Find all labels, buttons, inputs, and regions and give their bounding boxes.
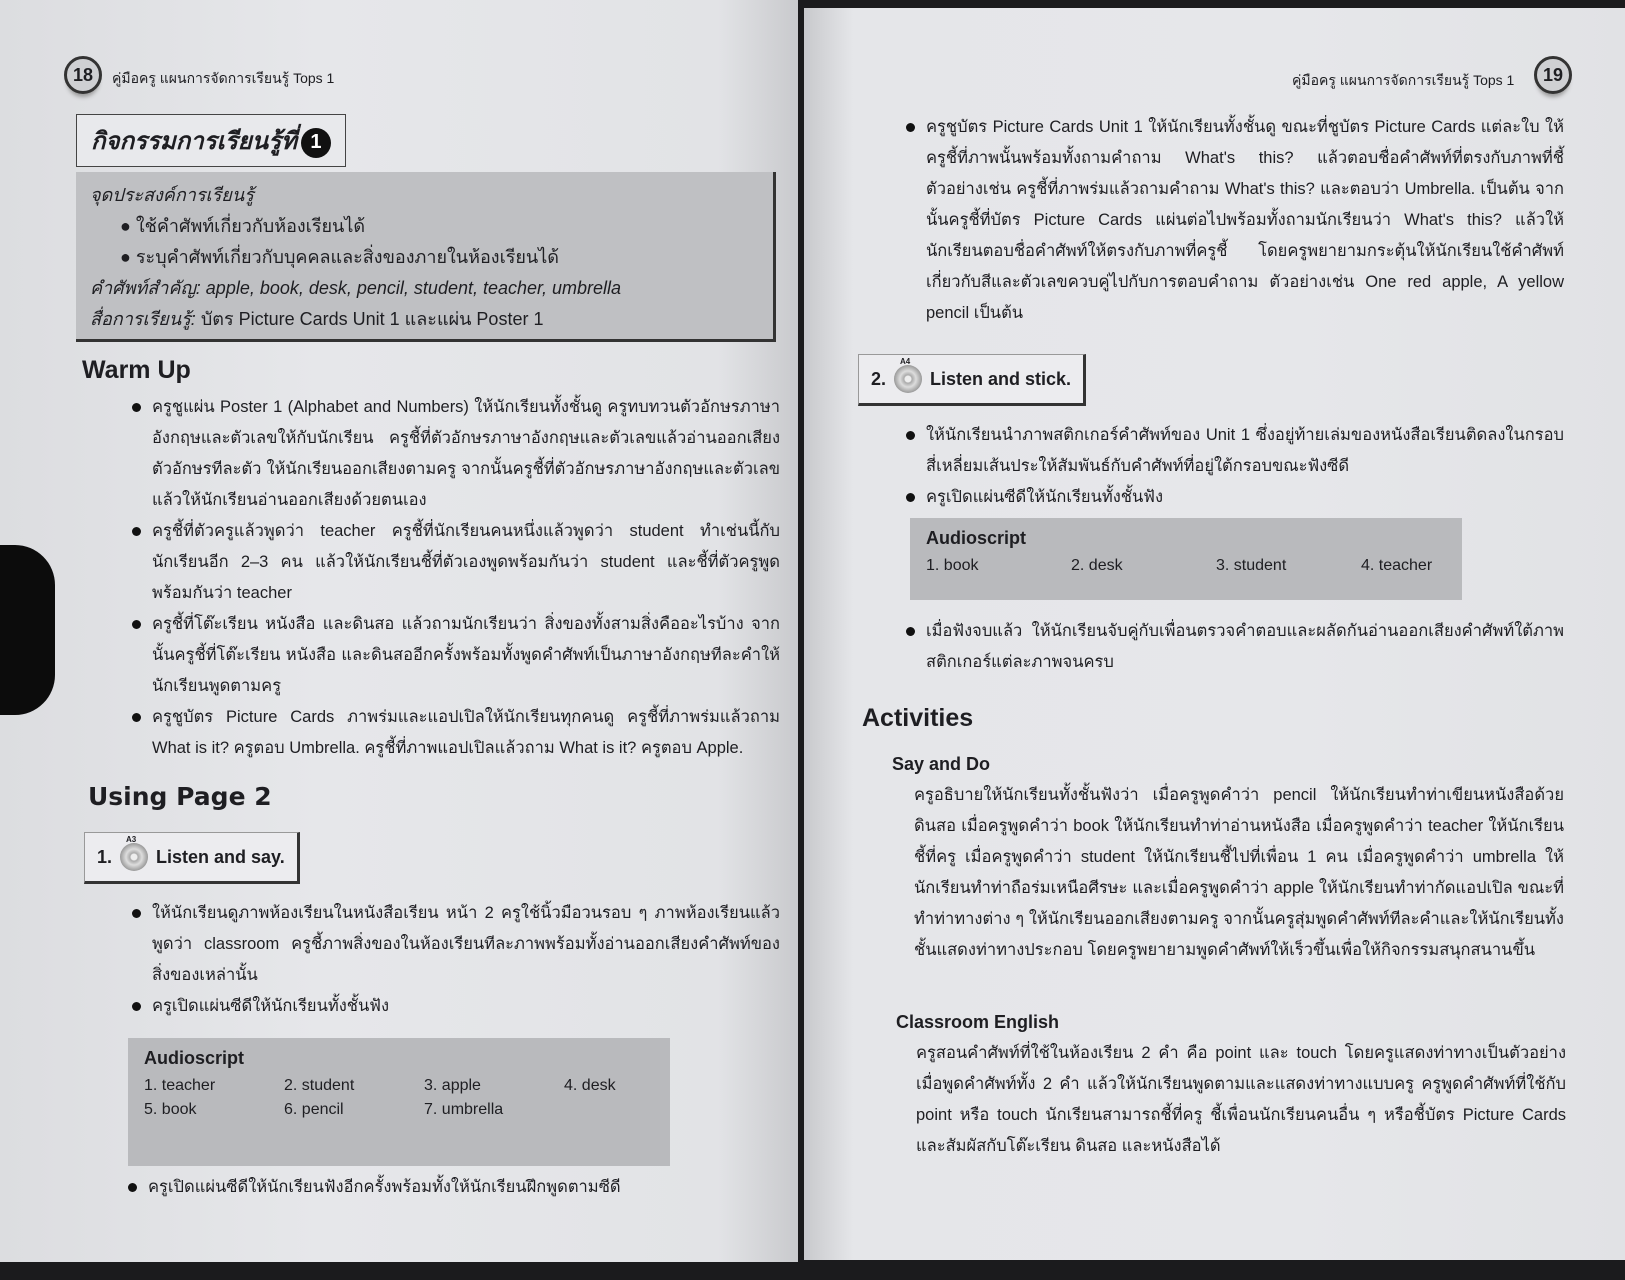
final-list [126, 1172, 776, 1203]
audioscript-item: 3. apple [424, 1077, 481, 1094]
audioscript-heading: Audioscript [144, 1048, 245, 1068]
audioscript-item: 2. desk [1071, 557, 1123, 574]
say-and-do-text: ครูอธิบายให้นักเรียนทั้งชั้นฟังว่า เมื่อครูพูดคำว่า pencil ให้นักเรียนทำท่าเขียนหนังสือด้วยดินสอ เมื่อครูพูดคำว่า book ให้นักเรียนทำท่าอ่านหนังสือ เมื่อครูพูดคำว่า teacher ให้นักเรียนชี้ที่ครู เมื่อครูพูดคำว่า student ให้นักเรียนชี้ไปที่เพื่อน 1 คน เมื่อครูพูดคำว่า umbrella ให้นักเรียนทำท่าถือร่มเหนือศีรษะ และเมื่อครูพูดคำว่า apple ให้นักเรียนทำท่ากัดแอปเปิล ขณะที่ทำท่าทางต่าง ๆ ให้นักเรียนออกเสียงตามครู จากนั้นครูสุ่มพูดคำศัพท์ทีละคำและให้นักเรียนทั้งชั้นแสดงท่าทางประกอบ โดยครูพยายามพูดคำศัพท์ให้เร็วขึ้นเพื่อให้กิจกรรมสนุกสนานขึ้น [914, 786, 1564, 959]
audioscript-item: 7. umbrella [424, 1101, 504, 1118]
audioscript-item: 2. student [284, 1077, 355, 1094]
running-head: คู่มือครู แผนการจัดการเรียนรู้ Tops 1 [1292, 72, 1515, 88]
task-number: 1. [97, 846, 113, 867]
activity-number: 1 [301, 128, 331, 158]
warm-up-list [130, 392, 780, 764]
audioscript-item: 4. desk [564, 1077, 616, 1094]
audioscript-item: 3. student [1216, 557, 1287, 574]
list-item: ครูชูบัตร Picture Cards ภาพร่มและแอปเปิลให้นักเรียนทุกคนดู ครูชี้ที่ภาพร่มแล้วถาม What is it? ครูตอบ Umbrella. ครูชี้ที่ภาพแอปเปิลแล้วถาม What is it? ครูตอบ Apple. [130, 702, 780, 764]
audioscript-box [910, 518, 1462, 600]
list-item: ครูเปิดแผ่นซีดีให้นักเรียนฟังอีกครั้งพร้อมทั้งให้นักเรียนฝึกพูดตามซีดี [126, 1172, 776, 1203]
audioscript-item: 5. book [144, 1101, 197, 1118]
list-item: ให้นักเรียนดูภาพห้องเรียนในหนังสือเรียน หน้า 2 ครูใช้นิ้วมือวนรอบ ๆ ภาพห้องเรียนแล้วพูดว่า classroom ครูชี้ภาพสิ่งของในห้องเรียนทีละภาพพร้อมทั้งอ่านออกเสียงคำศัพท์ของสิ่งของเหล่านั้น [130, 898, 780, 991]
list-item: ครูชี้ที่ตัวครูแล้วพูดว่า teacher ครูชี้ที่นักเรียนคนหนึ่งแล้วพูดว่า student ทำเช่นนี้กับนักเรียนอีก 2–3 คน แล้วให้นักเรียนชี้ที่ตัวเองพูดพร้อมกันว่า student และชี้ที่ตัวครูพูดพร้อมกันว่า teacher [130, 516, 780, 609]
vocab-line: คำศัพท์สำคัญ: apple, book, desk, pencil, student, teacher, umbrella [90, 278, 622, 298]
objective-item: ● ระบุคำศัพท์เกี่ยวกับบุคคลและสิ่งของภายในห้องเรียนได้ [120, 247, 559, 267]
list-item: ครูเปิดแผ่นซีดีให้นักเรียนทั้งชั้นฟัง [130, 991, 780, 1022]
task-header-listen-and-say [84, 832, 300, 884]
list-item: ให้นักเรียนนำภาพสติกเกอร์คำศัพท์ของ Unit 1 ซึ่งอยู่ท้ายเล่มของหนังสือเรียนติดลงในกรอบสี่เหลี่ยมเส้นประให้สัมพันธ์กับคำศัพท์ที่อยู่ใต้กรอบขณะฟังซีดี [904, 420, 1564, 482]
objective-item: ● ใช้คำศัพท์เกี่ยวกับห้องเรียนได้ [120, 216, 366, 236]
objectives-heading: จุดประสงค์การเรียนรู้ [90, 185, 254, 205]
audioscript-item: 1. book [926, 557, 979, 574]
using-page-heading: Using Page 2 [88, 782, 272, 811]
cd-icon: A3 [120, 843, 148, 871]
audioscript-heading: Audioscript [926, 528, 1027, 548]
cd-icon: A4 [894, 365, 922, 393]
activities-heading: Activities [862, 704, 974, 732]
media-line: สื่อการเรียนรู้: บัตร Picture Cards Unit 1 และแผ่น Poster 1 [90, 309, 544, 329]
list-item: เมื่อฟังจบแล้ว ให้นักเรียนจับคู่กับเพื่อนตรวจคำตอบและผลัดกันอ่านออกเสียงคำศัพท์ใต้ภาพสติกเกอร์แต่ละภาพจนครบ [904, 616, 1564, 678]
task-title: Listen and stick. [930, 368, 1072, 389]
task-title: Listen and say. [156, 846, 285, 867]
listen-and-stick-list [904, 420, 1564, 513]
listen-and-say-list [130, 898, 780, 1022]
after-list [904, 616, 1564, 678]
running-head: คู่มือครู แผนการจัดการเรียนรู้ Tops 1 [112, 70, 335, 86]
warm-up-heading: Warm Up [82, 356, 191, 384]
finger-shadow [0, 545, 55, 715]
task-header-listen-and-stick [858, 354, 1086, 406]
list-item: ครูเปิดแผ่นซีดีให้นักเรียนทั้งชั้นฟัง [904, 482, 1564, 513]
activity-title: กิจกรรมการเรียนรู้ที่ [91, 128, 297, 155]
say-and-do-heading: Say and Do [892, 754, 991, 774]
objectives-box [76, 172, 776, 342]
classroom-english-heading: Classroom English [896, 1012, 1060, 1032]
audioscript-item: 4. teacher [1361, 557, 1433, 574]
task-number: 2. [871, 368, 887, 389]
right-page [804, 8, 1625, 1260]
page-number-badge: 19 [1534, 56, 1572, 94]
activity-title-box [76, 114, 346, 167]
classroom-english-text: ครูสอนคำศัพท์ที่ใช้ในห้องเรียน 2 คำ คือ point และ touch โดยครูแสดงท่าทางเป็นตัวอย่างเมื่อพูดคำศัพท์ทั้ง 2 คำ แล้วให้นักเรียนพูดตามและแสดงท่าทางแบบครู ครูพูดคำศัพท์ที่ใช้กับ point หรือ touch นักเรียนสามารถชี้ที่ครู ชี้เพื่อนนักเรียนคนอื่น ๆ หรือชี้บัตร Picture Cards และสัมผัสกับโต๊ะเรียน ดินสอ และหนังสือได้ [916, 1044, 1566, 1155]
page-number-badge: 18 [64, 56, 102, 94]
audioscript-box [128, 1038, 670, 1166]
audioscript-item: 1. teacher [144, 1077, 216, 1094]
list-item: ครูชี้ที่โต๊ะเรียน หนังสือ และดินสอ แล้วถามนักเรียนว่า สิ่งของทั้งสามสิ่งคืออะไรบ้าง จากนั้นครูชี้ที่โต๊ะเรียน หนังสือ และดินสออีกครั้งพร้อมทั้งพูดคำศัพท์เป็นภาษาอังกฤษทีละคำให้นักเรียนพูดตามครู [130, 609, 780, 702]
top-list [904, 112, 1564, 329]
list-item: ครูชูบัตร Picture Cards Unit 1 ให้นักเรียนทั้งชั้นดู ขณะที่ชูบัตร Picture Cards แต่ละใบ ให้ครูชี้ที่ภาพนั้นพร้อมทั้งถามคำถาม What's this? แล้วตอบชื่อคำศัพท์ที่ตรงกับภาพที่ชี้ ตัวอย่างเช่น ครูชี้ที่ภาพร่มแล้วถามคำถาม What's this? และตอบว่า Umbrella. เป็นต้น จากนั้นครูชี้ที่บัตร Picture Cards แผ่นต่อไปพร้อมทั้งถามนักเรียนว่า What's this? แล้วให้นักเรียนตอบชื่อคำศัพท์ให้ตรงกับภาพที่ครูชี้ โดยครูพยายามกระตุ้นให้นักเรียนใช้คำศัพท์เกี่ยวกับสีและตัวเลขควบคู่ไปกับการตอบคำถาม ตัวอย่างเช่น One red apple, A yellow pencil เป็นต้น [904, 112, 1564, 329]
audioscript-item: 6. pencil [284, 1101, 344, 1118]
list-item: ครูชูแผ่น Poster 1 (Alphabet and Numbers) ให้นักเรียนทั้งชั้นดู ครูทบทวนตัวอักษรภาษาอังกฤษและตัวเลขให้กับนักเรียน ครูชี้ที่ตัวอักษรภาษาอังกฤษและตัวเลขแล้วอ่านออกเสียงตัวอักษรทีละตัว ให้นักเรียนออกเสียงตามครู จากนั้นครูชี้ที่ตัวอักษรภาษาอังกฤษและตัวเลข แล้วให้นักเรียนอ่านออกเสียงด้วยตนเอง [130, 392, 780, 516]
left-page [0, 0, 798, 1262]
